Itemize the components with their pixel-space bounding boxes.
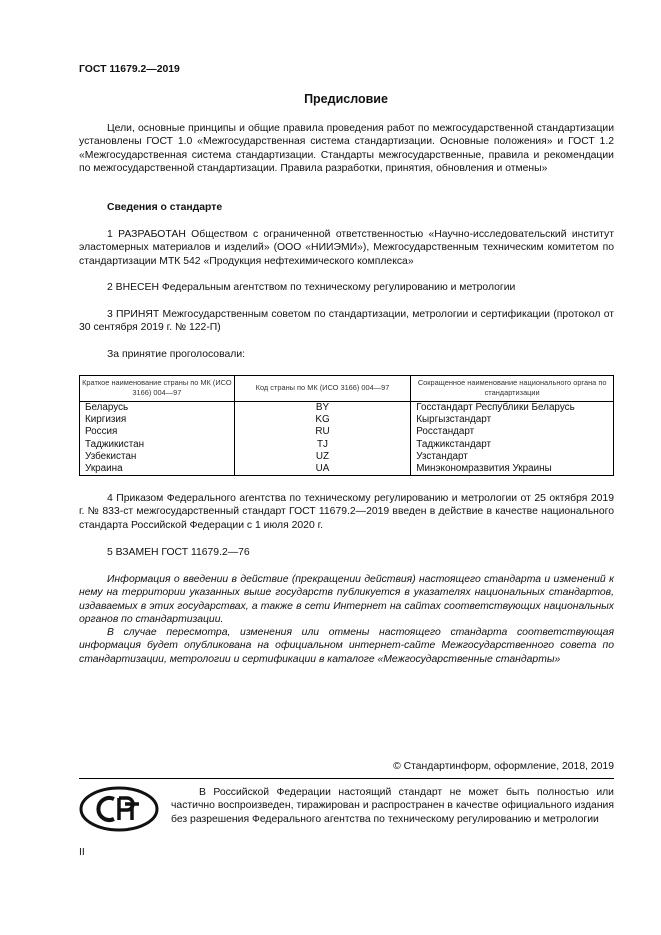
item-1-text: 1 РАЗРАБОТАН Обществом с ограниченной ответственностью «Научно-исследовательский институт эластомерных материалов и изделий» (ООО «НИИЭМИ»), Межгосударственным техническим комитетом по стандартизации МТК 542 «Продукция нефтехимического комплекса» [79, 229, 614, 267]
notice-1: Информация о введении в действие (прекращении действия) настоящего стандарта и изменений к нему на территории указанных выше государств публикуется в указателях национальных стандартов, издаваемых в этих государствах, а также в сети Интернет на сайтах соответствующих национальных органов по стандартизации. [79, 574, 614, 625]
cell-code: UA [234, 463, 411, 476]
gost-r-certification-logo-icon [79, 786, 159, 832]
notice-block [79, 573, 614, 666]
item-4-text: 4 Приказом Федерального агентства по техническому регулированию и метрологии от 25 октября 2019 г. № 833-ст межгосударственный стандарт ГОСТ 11679.2—2019 введен в действие в качестве национального стандарта Российской Федерации с 1 июля 2020 г. [79, 493, 614, 531]
cell-country: Таджикистан [80, 439, 235, 451]
item-3 [79, 308, 614, 335]
info-heading: Сведения о стандарте [107, 202, 223, 213]
cell-code: UZ [234, 451, 411, 463]
header-country: Краткое наименование страны по МК (ИСО 3166) 004—97 [80, 376, 235, 402]
table-row [80, 463, 614, 476]
intro-text: Цели, основные принципы и общие правила проведения работ по межгосударственной стандартизации установлены ГОСТ 1.0 «Межгосударственная система стандартизации. Основные положения» и ГОСТ 1.2 «Межгосударственная система стандартизации. Стандарты межгосударственные, правила и рекомендации по межгосударственной стандартизации. Правила разработки, принятия, обновления и отмены» [79, 123, 614, 174]
cell-body: Кыргызстандарт [411, 414, 614, 426]
cell-code: RU [234, 426, 411, 438]
header-code: Код страны по МК (ИСО 3166) 004—97 [234, 376, 411, 402]
table-header-row [80, 376, 614, 402]
item-5 [79, 546, 614, 559]
voting-table [79, 375, 614, 476]
cell-body: Минэкономразвития Украины [411, 463, 614, 476]
cell-body: Госстандарт Республики Беларусь [411, 402, 614, 415]
page-title: Предисловие [304, 92, 388, 106]
intro-paragraph [79, 122, 614, 175]
cell-code: TJ [234, 439, 411, 451]
table-row [80, 414, 614, 426]
item-2 [79, 281, 614, 294]
header-body: Сокращенное наименование национального органа по стандартизации [411, 376, 614, 402]
copyright: © Стандартинформ, оформление, 2018, 2019 [393, 761, 614, 772]
copyright-notice [171, 786, 614, 826]
voted-label: За принятие проголосовали: [107, 349, 246, 360]
cell-body: Узстандарт [411, 451, 614, 463]
standard-code: ГОСТ 11679.2—2019 [79, 64, 180, 75]
table-row [80, 439, 614, 451]
table-row [80, 402, 614, 415]
cell-body: Росстандарт [411, 426, 614, 438]
table-row [80, 426, 614, 438]
copyright-notice-text: В Российской Федерации настоящий стандарт не может быть полностью или частично воспроизведен, тиражирован и распространен в качестве официального издания без разрешения Федерального агентства по техническому регулированию и метрологии [171, 787, 614, 825]
cell-country: Узбекистан [80, 451, 235, 463]
cell-code: BY [234, 402, 411, 415]
divider [79, 778, 614, 779]
cell-country: Россия [80, 426, 235, 438]
notice-2: В случае пересмотра, изменения или отмены настоящего стандарта соответствующая информация будет опубликована на официальном интернет-сайте Межгосударственного совета по стандартизации, метрологии и сертификации в каталоге «Межгосударственные стандарты» [79, 627, 614, 665]
item-1 [79, 228, 614, 268]
item-4 [79, 492, 614, 532]
cell-country: Украина [80, 463, 235, 476]
table-row [80, 451, 614, 463]
cell-body: Таджикстандарт [411, 439, 614, 451]
item-2-text: 2 ВНЕСЕН Федеральным агентством по техническому регулированию и метрологии [107, 282, 516, 293]
cell-country: Киргизия [80, 414, 235, 426]
item-5-text: 5 ВЗАМЕН ГОСТ 11679.2—76 [107, 547, 250, 558]
cell-code: KG [234, 414, 411, 426]
item-3-text: 3 ПРИНЯТ Межгосударственным советом по стандартизации, метрологии и сертификации (протокол от 30 сентября 2019 г. № 122-П) [79, 309, 614, 334]
page-number: II [79, 847, 85, 858]
cell-country: Беларусь [80, 402, 235, 415]
